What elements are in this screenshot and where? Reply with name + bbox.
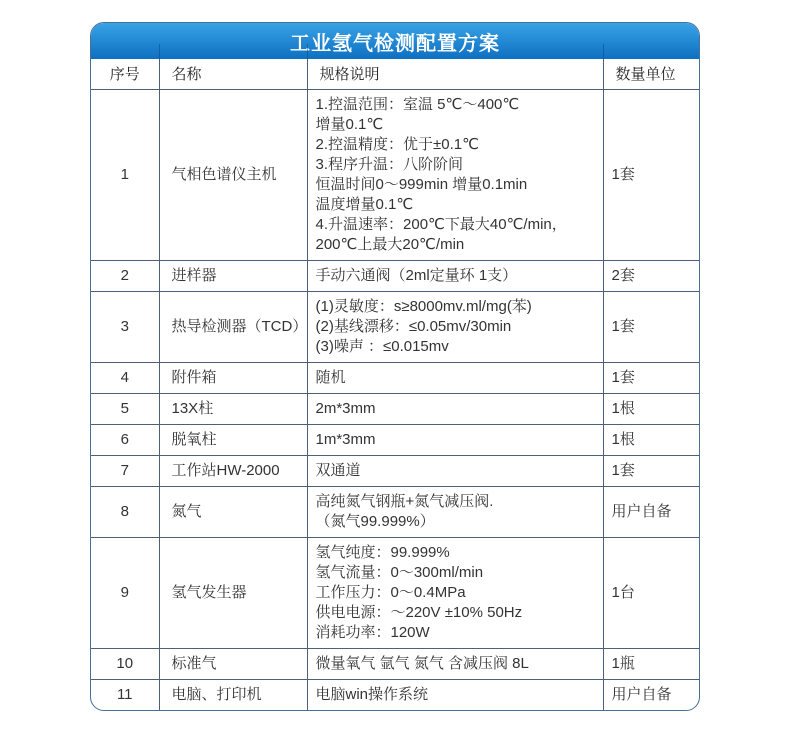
table-row [91,260,700,291]
cell-spec [307,89,603,260]
cell-row-number: 5 [91,393,159,424]
cell-item-name: 气相色谱仪主机 [159,89,307,260]
spec-line: (2)基线漂移：≤0.05mv/30min [315,317,512,335]
spec-line: 随机 [315,368,346,386]
cell-spec [307,260,603,291]
col-header-qty: 数量单位 [603,59,700,89]
cell-quantity: 1套 [603,362,700,393]
table-row [91,486,700,537]
banner-column-tick [159,44,160,59]
cell-row-number: 11 [91,679,159,710]
cell-quantity: 1套 [603,291,700,362]
cell-item-name: 13X柱 [159,393,307,424]
col-header-no: 序号 [91,59,159,89]
config-table [91,59,700,710]
cell-item-name: 氢气发生器 [159,537,307,648]
spec-line: 恒温时间0～999min 增量0.1min [315,175,528,193]
config-table-panel [90,22,700,711]
cell-quantity: 1根 [603,424,700,455]
cell-row-number: 1 [91,89,159,260]
cell-row-number: 4 [91,362,159,393]
table-row [91,393,700,424]
cell-row-number: 3 [91,291,159,362]
cell-spec [307,679,603,710]
spec-line: 200℃上最大20℃/min [315,235,465,253]
cell-item-name: 脱氧柱 [159,424,307,455]
cell-spec [307,537,603,648]
spec-line: 4.升温速率：200℃下最大40℃/min， [315,215,567,233]
cell-quantity: 1台 [603,537,700,648]
col-header-name: 名称 [159,59,307,89]
cell-row-number: 7 [91,455,159,486]
cell-row-number: 8 [91,486,159,537]
spec-line: 高纯氮气钢瓶+氮气减压阀. [315,492,494,510]
spec-line: 3.程序升温：八阶阶间 [315,155,464,173]
spec-line: 电脑win操作系统 [315,685,429,703]
cell-item-name: 标准气 [159,648,307,679]
cell-item-name: 附件箱 [159,362,307,393]
cell-quantity: 2套 [603,260,700,291]
cell-row-number: 9 [91,537,159,648]
spec-line: 1.控温范围：室温 5℃～400℃ [315,95,520,113]
spec-line: 2.控温精度：优于±0.1℃ [315,135,479,153]
spec-line: 氢气纯度：99.999% [315,543,450,561]
cell-spec [307,455,603,486]
table-row [91,455,700,486]
table-row [91,679,700,710]
table-row [91,537,700,648]
page-title: 工业氢气检测配置方案 [290,32,500,55]
spec-line: 增量0.1℃ [315,115,384,133]
table-title-banner [91,23,699,59]
table-body [91,89,700,710]
cell-row-number: 6 [91,424,159,455]
table-row [91,648,700,679]
cell-quantity: 用户自备 [603,486,700,537]
cell-quantity: 1根 [603,393,700,424]
cell-quantity: 1套 [603,455,700,486]
spec-line: (3)噪声 ：≤0.015mv [315,337,449,355]
spec-line: 温度增量0.1℃ [315,195,414,213]
table-row [91,362,700,393]
spec-line: 2m*3mm [315,399,376,417]
cell-row-number: 10 [91,648,159,679]
col-header-spec: 规格说明 [307,59,603,89]
cell-spec [307,393,603,424]
cell-spec [307,424,603,455]
spec-line: 微量氧气 氩气 氮气 含减压阀 8L [315,654,529,672]
cell-item-name: 进样器 [159,260,307,291]
spec-line: （氮气99.999%） [315,512,435,530]
cell-spec [307,291,603,362]
cell-item-name: 电脑、打印机 [159,679,307,710]
cell-item-name: 热导检测器（TCD） [159,291,307,362]
spec-line: 供电电源：～220V ±10% 50Hz [315,603,523,621]
table-row [91,424,700,455]
table-row [91,291,700,362]
cell-quantity: 用户自备 [603,679,700,710]
spec-line: 手动六通阀（2ml定量环 1支） [315,266,518,284]
cell-spec [307,486,603,537]
cell-spec [307,362,603,393]
spec-line: 消耗功率：120W [315,623,430,641]
spec-line: 1m*3mm [315,430,376,448]
spec-line: 双通道 [315,461,361,479]
spec-line: 氢气流量：0～300ml/min [315,563,484,581]
cell-quantity: 1瓶 [603,648,700,679]
cell-quantity: 1套 [603,89,700,260]
cell-item-name: 氮气 [159,486,307,537]
cell-item-name: 工作站HW-2000 [159,455,307,486]
spec-line: 工作压力：0～0.4MPa [315,583,466,601]
header-row [91,59,700,89]
banner-column-tick [603,44,604,59]
spec-line: (1)灵敏度：s≥8000mv.ml/mg(苯) [315,297,532,315]
table-row [91,89,700,260]
cell-row-number: 2 [91,260,159,291]
cell-spec [307,648,603,679]
banner-column-tick [307,44,308,59]
